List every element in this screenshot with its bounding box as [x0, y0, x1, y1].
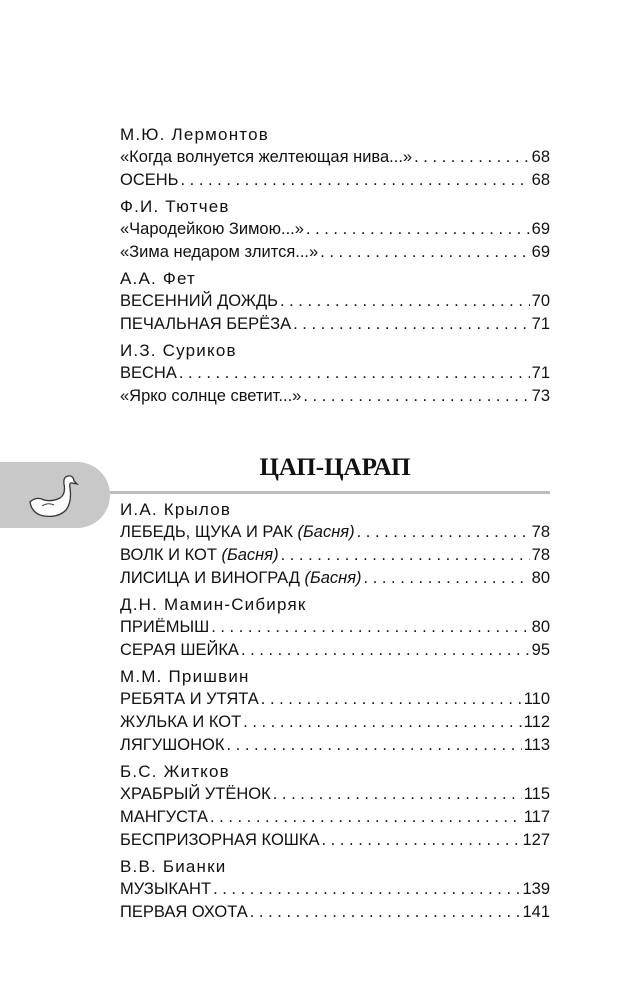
entry-page: 73: [531, 387, 550, 405]
author-name: Б.С. Житков: [120, 762, 230, 781]
entry-page: 78: [531, 523, 550, 541]
author-group: [120, 195, 550, 264]
dot-leader: [293, 313, 530, 336]
author-group: [120, 123, 550, 192]
entry-title: СЕРАЯ ШЕЙКА: [120, 641, 239, 659]
entry-page: 71: [531, 364, 550, 382]
entry-title: ОСЕНЬ: [120, 171, 179, 189]
dot-leader: [211, 616, 529, 639]
toc-entry[interactable]: [120, 313, 550, 336]
dot-leader: [241, 639, 530, 662]
toc-entry[interactable]: [120, 218, 550, 241]
toc-entry[interactable]: [120, 290, 550, 313]
dot-leader: [322, 829, 521, 852]
toc-entry[interactable]: [120, 616, 550, 639]
dot-leader: [280, 290, 530, 313]
toc-entry[interactable]: [120, 734, 550, 757]
toc-entry[interactable]: [120, 567, 550, 590]
entry-title: ЛИСИЦА И ВИНОГРАД (Басня): [120, 569, 362, 587]
dot-leader: [261, 688, 522, 711]
dot-leader: [226, 734, 521, 757]
entry-title: «Ярко солнце светит...»: [120, 387, 302, 405]
author-group: [120, 593, 550, 662]
entry-title: БЕСПРИЗОРНАЯ КОШКА: [120, 831, 320, 849]
toc-entry[interactable]: [120, 521, 550, 544]
entry-page: 112: [523, 713, 550, 731]
dot-leader: [273, 783, 522, 806]
entry-title: «Зима недаром злится...»: [120, 243, 319, 261]
author-group: [120, 760, 550, 852]
entry-page: 95: [531, 641, 550, 659]
toc-entry[interactable]: [120, 385, 550, 408]
author-name: И.З. Суриков: [120, 341, 237, 360]
toc-entry[interactable]: [120, 688, 550, 711]
author-name: Ф.И. Тютчев: [120, 197, 230, 216]
author-group: [120, 665, 550, 757]
section-heading: ЦАП-ЦАРАП: [259, 454, 411, 481]
entry-title: РЕБЯТА И УТЯТА: [120, 690, 259, 708]
dot-leader: [181, 169, 530, 192]
entry-page: 69: [531, 243, 550, 261]
author-name: И.А. Крылов: [120, 500, 232, 519]
dot-leader: [281, 544, 530, 567]
dot-leader: [250, 901, 521, 924]
toc-entry[interactable]: [120, 146, 550, 169]
entry-title: «Когда волнуется желтеющая нива...»: [120, 148, 413, 166]
entry-page: 110: [523, 690, 550, 708]
author-name: В.В. Бианки: [120, 857, 227, 876]
toc-entry[interactable]: [120, 806, 550, 829]
toc-section-1: [120, 123, 550, 411]
entry-page: 68: [531, 148, 550, 166]
dot-leader: [357, 521, 530, 544]
author-group: [120, 855, 550, 924]
toc-section-2: [120, 498, 550, 927]
entry-title: МУЗЫКАНТ: [120, 880, 212, 898]
entry-page: 139: [522, 880, 550, 898]
entry-page: 113: [523, 736, 550, 754]
author-group: [120, 267, 550, 336]
toc-entry[interactable]: [120, 878, 550, 901]
entry-page: 117: [523, 808, 550, 826]
dot-leader: [306, 218, 530, 241]
entry-title: «Чародейкою Зимою...»: [120, 220, 304, 238]
entry-title: ВЕСЕННИЙ ДОЖДЬ: [120, 292, 278, 310]
author-name: Д.Н. Мамин-Сибиряк: [120, 595, 307, 614]
toc-entry[interactable]: [120, 829, 550, 852]
toc-entry[interactable]: [120, 711, 550, 734]
entry-title: ЛЯГУШОНОК: [120, 736, 225, 754]
dot-leader: [303, 385, 529, 408]
entry-page: 68: [531, 171, 550, 189]
toc-entry[interactable]: [120, 901, 550, 924]
entry-page: 115: [523, 785, 550, 803]
entry-title: ХРАБРЫЙ УТЁНОК: [120, 785, 271, 803]
entry-title: ВЕСНА: [120, 364, 177, 382]
entry-title: ЖУЛЬКА И КОТ: [120, 713, 242, 731]
author-group: [120, 339, 550, 408]
toc-entry[interactable]: [120, 544, 550, 567]
entry-note: (Басня): [304, 569, 362, 587]
entry-title: ЛЕБЕДЬ, ЩУКА И РАК (Басня): [120, 523, 355, 541]
entry-note: (Басня): [221, 546, 279, 564]
entry-note: (Басня): [297, 523, 355, 541]
toc-entry[interactable]: [120, 362, 550, 385]
entry-title: ПЕРВАЯ ОХОТА: [120, 903, 248, 921]
dot-leader: [210, 806, 522, 829]
dot-leader: [179, 362, 530, 385]
dot-leader: [364, 567, 530, 590]
dot-leader: [213, 878, 520, 901]
swan-icon: [22, 472, 92, 522]
entry-title: ВОЛК И КОТ (Басня): [120, 546, 279, 564]
toc-entry[interactable]: [120, 639, 550, 662]
dot-leader: [320, 241, 529, 264]
entry-page: 141: [522, 903, 550, 921]
author-name: М.Ю. Лермонтов: [120, 125, 269, 144]
entry-page: 78: [531, 546, 550, 564]
section-rule: [110, 491, 550, 494]
entry-title: МАНГУСТА: [120, 808, 208, 826]
toc-entry[interactable]: [120, 241, 550, 264]
entry-page: 71: [531, 315, 550, 333]
toc-entry[interactable]: [120, 783, 550, 806]
entry-title: ПРИЁМЫШ: [120, 618, 210, 636]
entry-page: 69: [531, 220, 550, 238]
author-name: А.А. Фет: [120, 269, 197, 288]
section-tab: [0, 462, 110, 528]
author-name: М.М. Пришвин: [120, 667, 250, 686]
toc-entry[interactable]: [120, 169, 550, 192]
entry-page: 127: [522, 831, 550, 849]
entry-title: ПЕЧАЛЬНАЯ БЕРЁЗА: [120, 315, 292, 333]
entry-page: 70: [531, 292, 550, 310]
dot-leader: [243, 711, 522, 734]
entry-page: 80: [531, 569, 550, 587]
author-group: [120, 498, 550, 590]
entry-page: 80: [531, 618, 550, 636]
dot-leader: [414, 146, 530, 169]
